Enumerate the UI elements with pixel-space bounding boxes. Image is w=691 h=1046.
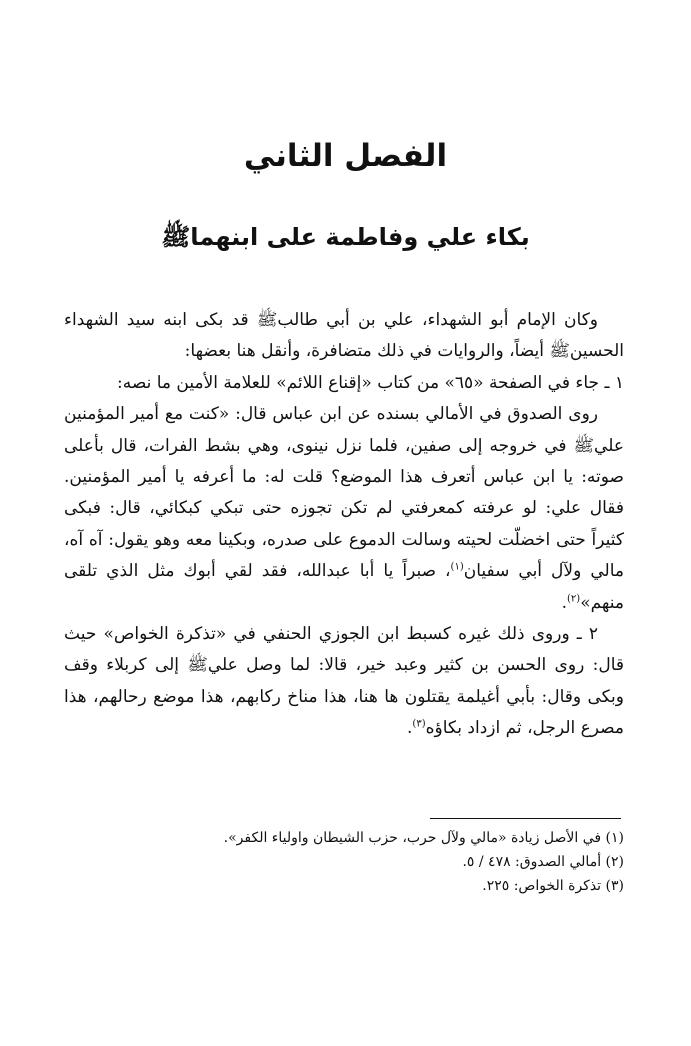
intro-paragraph: وكان الإمام أبو الشهداء، علي بن أبي طالبﷺ قد بكى ابنه سيد الشهداء الحسينﷺ أيضاً، والروايات في ذلك متضافرة، وأنقل هنا بعضها:	[64, 310, 624, 362]
footnote-1: (١) في الأصل زيادة «مالي ولآل حرب، حزب الشيطان واولياء الكفر».	[223, 830, 624, 846]
main-text	[64, 305, 624, 745]
item-1-heading: ١ ـ جاء في الصفحة «٦٥» من كتاب «إقناع اللائم» للعلامة الأمين ما نصه:	[117, 372, 624, 393]
quote-paragraph	[64, 399, 624, 619]
footnote-divider	[430, 818, 621, 819]
quote-text: روى الصدوق في الأمالي بسنده عن ابن عباس قال: «كنت مع أمير المؤمنين عليﷺ في خروجه إلى صفين، فلما نزل نينوى، وهي بشط الفرات، قال بأعلى صوته: يا ابن عباس أتعرف هذا الموضع؟ قلت له: ما أعرفه يا أمير المؤمنين. فقال علي: لو عرفته كمعرفتي لم تكن تجوزه حتى تبكي كبكائي، قال: فبكى كثيراً حتى اخضلّت لحيته وسالت الدموع على صدره، وبكينا معه وهو يقول: آه آه، مالي ولآل أبي سفيان	[64, 404, 624, 582]
footnote-ref-1: (١)	[450, 561, 464, 573]
footnote-ref-3: (٣)	[412, 718, 426, 730]
item-2-text: ٢ ـ وروى ذلك غيره كسبط ابن الجوزي الحنفي في «تذكرة الخواص» حيث قال: روى الحسن بن كثير وعبد خير، قالا: لما وصل عليﷺ إلى كربلاء وقف وبكى وقال: بأبي أغيلمة يقتلون ها هنا، هذا مناخ ركابهم، هذا موضع رحالهم، هذا مصرع الرجل، ثم ازداد بكاؤه	[64, 624, 624, 739]
footnote-3: (٣) تذكرة الخواص: ٢٢٥.	[482, 878, 624, 894]
quote-period: .	[561, 592, 568, 613]
chapter-title: الفصل الثاني	[243, 138, 448, 174]
footnote-2: (٢) أمالي الصدوق: ٤٧٨ / ٥.	[462, 854, 624, 870]
quote-text-end: ، صبراً يا أبا عبدالله، فقد لقي أبوك مثل الذي تلقى منهم»	[64, 561, 624, 613]
section-title: بكاء علي وفاطمة على ابنهماﷺ	[161, 223, 530, 251]
item-2-period: .	[407, 718, 413, 739]
item-2-paragraph	[64, 619, 624, 745]
footnote-ref-2: (٢)	[567, 593, 581, 604]
footnotes	[64, 826, 624, 898]
